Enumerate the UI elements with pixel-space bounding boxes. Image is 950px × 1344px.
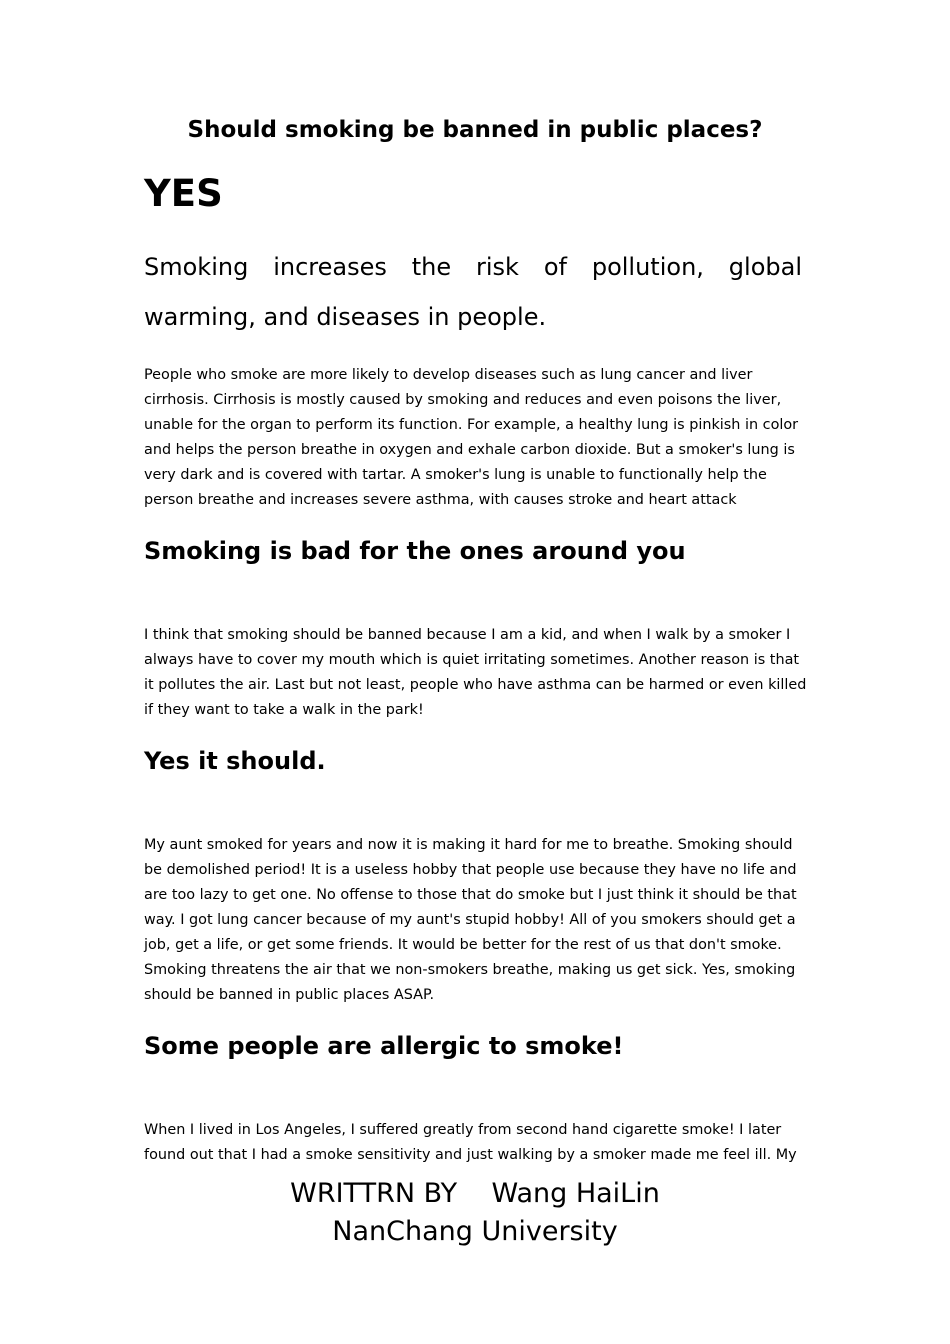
- paragraph-yes-it-should: My aunt smoked for years and now it is making it hard for me to breathe. Smoking should be demolished period! It is a useless hobby that people use because they have no life and are too lazy to get one. No offense to those that do smoke but I just think it should be that way. I got lung cancer because of my aunt's stupid hobby! All of you smokers should get a job, get a life, or get some friends. It would be better for the rest of us that don't smoke. Smoking threatens the air that we non-smokers breathe, making us get sick. Yes, smoking should be banned in public places ASAP.: [144, 837, 797, 1003]
- footer-university: NanChang University: [332, 1216, 618, 1247]
- paragraph-health-effects: People who smoke are more likely to develop diseases such as lung cancer and liver cirrhosis. Cirrhosis is mostly caused by smoking and reduces and even poisons the liver, unable for the organ to perform its function. For example, a healthy lung is pinkish in color and helps the person breathe in oxygen and exhale carbon dioxide. But a smoker's lung is very dark and is covered with tartar. A smoker's lung is unable to functionally help the person breathe and increases severe asthma, with causes stroke and heart attack: [144, 367, 799, 508]
- paragraph-bad-for-others: I think that smoking should be banned because I am a kid, and when I walk by a smoker I always have to cover my mouth which is quiet irritating sometimes. Another reason is that it pollutes the air. Last but not least, people who have asthma can be harmed or even killed if they want to take a walk in the park!: [144, 627, 807, 718]
- answer-label: YES: [144, 172, 223, 215]
- document-title: Should smoking be banned in public places?: [187, 117, 763, 143]
- footer-author: WRITTRN BY Wang HaiLin: [290, 1178, 660, 1209]
- paragraph-allergic-to-smoke: When I lived in Los Angeles, I suffered greatly from second hand cigarette smoke! I later found out that I had a smoke sensitivity and just walking by a smoker made me feel ill. My: [144, 1122, 797, 1163]
- heading-bad-for-others: Smoking is bad for the ones around you: [144, 537, 686, 565]
- heading-allergic-to-smoke: Some people are allergic to smoke!: [144, 1032, 624, 1060]
- heading-yes-it-should: Yes it should.: [144, 747, 326, 775]
- lead-statement: Smoking increases the risk of pollution, global warming, and diseases in people.: [144, 253, 802, 331]
